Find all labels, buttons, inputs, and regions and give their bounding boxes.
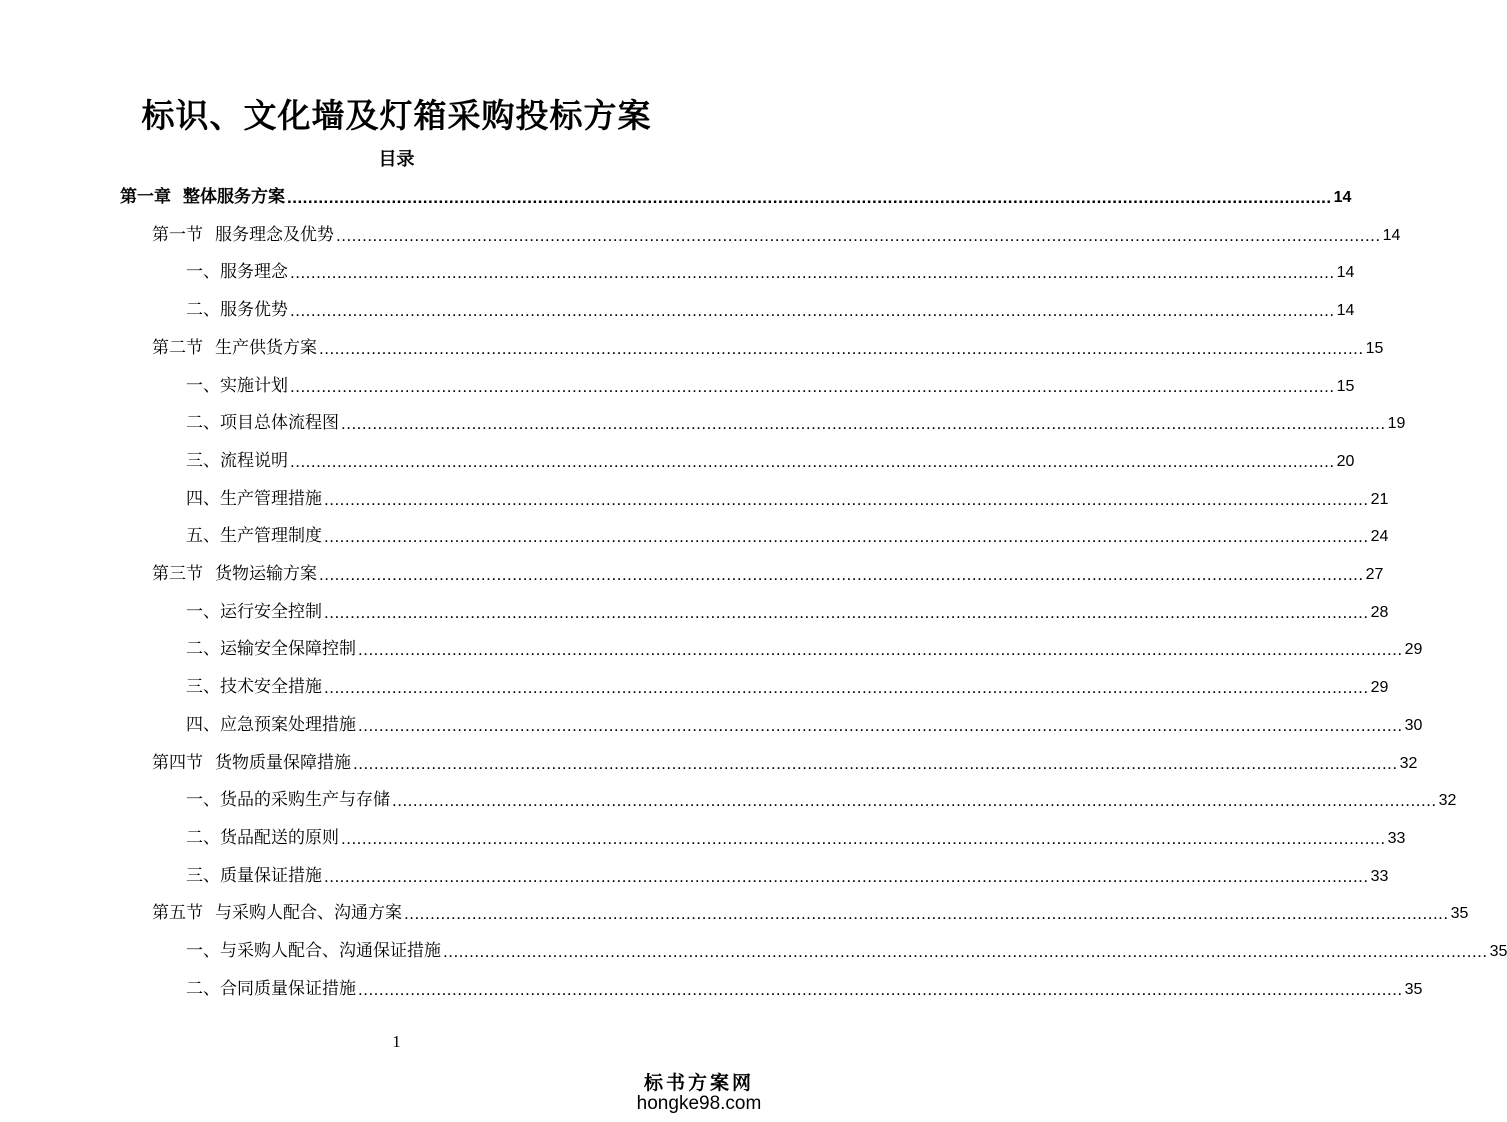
toc-entry-text: 一、与采购人配合、沟通保证措施 [186, 941, 441, 961]
toc-entry-text: 二、合同质量保证措施 [186, 978, 356, 999]
toc-entry[interactable] [186, 518, 1389, 555]
toc-entry-number: 第四节 [152, 752, 203, 773]
toc-leader-dots: ........................................................................................................................................................................................................ [358, 715, 1403, 735]
toc-entry-label [186, 782, 390, 819]
toc-entry-label [186, 820, 339, 857]
toc-entry-text: 整体服务方案 [183, 187, 285, 207]
toc-entry-label [186, 669, 322, 706]
toc-leader-dots: ........................................................................................................................................................................................................ [358, 640, 1403, 660]
toc-entry[interactable] [152, 330, 1384, 367]
watermark-name: 标书方案网 [643, 1072, 754, 1094]
toc-entry-text: 三、技术安全措施 [186, 677, 322, 698]
toc-entry-text: 四、生产管理措施 [186, 488, 322, 509]
toc-entry[interactable] [186, 971, 1423, 1008]
toc-entry-page: 20 [1336, 452, 1355, 470]
toc-entry-text: 货物运输方案 [215, 564, 317, 584]
toc-entry-number: 第五节 [152, 903, 203, 924]
toc-entry[interactable] [152, 895, 1469, 932]
toc-entry[interactable] [186, 443, 1355, 480]
watermark-logo [619, 1068, 779, 1115]
toc-entry-text: 生产供货方案 [215, 337, 317, 358]
toc-entry-text: 二、项目总体流程图 [186, 413, 339, 434]
toc-entry-page: 14 [1336, 302, 1355, 320]
toc-leader-dots: ........................................................................................................................................................................................................ [392, 791, 1437, 811]
toc-entry[interactable] [186, 254, 1355, 291]
toc-leader-dots: ........................................................................................................................................................................................................ [404, 904, 1449, 924]
toc-entry[interactable] [186, 707, 1423, 744]
toc-entry-label [120, 179, 285, 216]
toc-entry-text: 二、货品配送的原则 [186, 827, 339, 848]
toc-leader-dots: ........................................................................................................................................................................................................ [287, 188, 1332, 207]
toc-entry[interactable] [186, 782, 1457, 819]
document-title: 标识、文化墙及灯箱采购投标方案 [141, 96, 652, 135]
toc-entry-text: 五、生产管理制度 [186, 526, 322, 547]
toc-leader-dots: ........................................................................................................................................................................................................ [324, 866, 1369, 886]
toc-entry-text: 一、运行安全控制 [186, 601, 322, 622]
toc-entry[interactable] [152, 217, 1401, 254]
toc-entry-number: 第一章 [120, 187, 171, 207]
toc-entry-page: 35 [1404, 980, 1423, 998]
toc-entry-page: 33 [1387, 829, 1406, 847]
toc-entry-label [186, 518, 322, 555]
toc-entry-text: 一、实施计划 [186, 375, 288, 396]
page-number: 1 [392, 1032, 401, 1051]
toc-entry[interactable] [186, 481, 1389, 518]
toc-entry[interactable] [186, 820, 1406, 857]
toc-entry-page: 35 [1450, 905, 1469, 923]
toc-entry-label [186, 368, 288, 405]
toc-entry-page: 15 [1365, 339, 1384, 357]
toc-entry-number: 第二节 [152, 337, 203, 358]
toc-entry-label [186, 443, 288, 480]
toc-entry[interactable] [186, 858, 1389, 895]
toc-entry-page: 21 [1370, 490, 1389, 508]
toc-entry-text: 三、流程说明 [186, 450, 288, 471]
toc-entry-page: 14 [1333, 189, 1352, 206]
toc-entry-text: 一、服务理念 [186, 262, 288, 283]
toc-entry-text: 货物质量保障措施 [215, 752, 351, 773]
toc-entry[interactable] [186, 669, 1389, 706]
toc-entry-page: 29 [1404, 641, 1423, 659]
toc-entry-label [186, 631, 356, 668]
toc-leader-dots: ........................................................................................................................................................................................................ [290, 451, 1335, 471]
watermark-url: hongke98.com [636, 1093, 762, 1114]
toc-entry-label [186, 594, 322, 631]
toc-entry-label [186, 254, 288, 291]
toc-leader-dots: ........................................................................................................................................................................................................ [319, 565, 1364, 584]
toc-leader-dots: ........................................................................................................................................................................................................ [324, 602, 1369, 622]
toc-entry-page: 28 [1370, 603, 1389, 621]
toc-entry-page: 29 [1370, 679, 1389, 697]
toc-entry-text: 四、应急预案处理措施 [186, 714, 356, 735]
toc-entry-label [152, 330, 317, 367]
toc-entry-label [152, 556, 317, 593]
toc-leader-dots: ........................................................................................................................................................................................................ [358, 979, 1403, 999]
toc-entry[interactable] [186, 594, 1389, 631]
toc-entry-page: 32 [1438, 792, 1457, 810]
toc-leader-dots: ........................................................................................................................................................................................................ [341, 414, 1386, 434]
toc-entry-label [186, 405, 339, 442]
toc-entry-label [186, 858, 322, 895]
toc-entry-label [186, 933, 441, 970]
toc-leader-dots: ........................................................................................................................................................................................................ [290, 376, 1335, 396]
toc-leader-dots: ........................................................................................................................................................................................................ [353, 753, 1398, 773]
toc-entry[interactable] [186, 368, 1355, 405]
toc-entry-text: 二、运输安全保障控制 [186, 639, 356, 660]
toc-entry-page: 24 [1370, 528, 1389, 546]
toc-entry-label [186, 292, 288, 329]
toc-entry-label [186, 971, 356, 1008]
toc-entry-page: 32 [1399, 754, 1418, 772]
toc-entry-page: 27 [1365, 566, 1384, 583]
toc-leader-dots: ........................................................................................................................................................................................................ [290, 301, 1335, 321]
toc-entry-label [186, 481, 322, 518]
toc-entry[interactable] [186, 933, 1507, 970]
toc-leader-dots: ........................................................................................................................................................................................................ [324, 678, 1369, 698]
toc-leader-dots: ........................................................................................................................................................................................................ [290, 263, 1335, 283]
toc-entry[interactable] [152, 745, 1418, 782]
toc-heading: 目录 [378, 149, 415, 170]
toc-leader-dots: ........................................................................................................................................................................................................ [336, 225, 1381, 245]
toc-entry-page: 35 [1489, 943, 1507, 960]
toc-entry-text: 二、服务优势 [186, 300, 288, 321]
toc-entry-text: 三、质量保证措施 [186, 865, 322, 886]
toc-entry-number: 第一节 [152, 224, 203, 245]
toc-entry-label [152, 895, 402, 932]
toc-entry-label [152, 745, 351, 782]
toc-entry-page: 14 [1336, 264, 1355, 282]
toc-leader-dots: ........................................................................................................................................................................................................ [319, 338, 1364, 358]
toc-entry-page: 30 [1404, 716, 1423, 734]
toc-entry-text: 服务理念及优势 [215, 224, 334, 245]
toc-entry-text: 一、货品的采购生产与存储 [186, 790, 390, 811]
toc-entry[interactable] [186, 292, 1355, 329]
toc-entry-page: 33 [1370, 867, 1389, 885]
toc-entry[interactable] [152, 556, 1384, 593]
toc-entry-text: 与采购人配合、沟通方案 [215, 903, 402, 924]
toc-entry[interactable] [186, 631, 1423, 668]
toc-entry-page: 19 [1387, 415, 1406, 433]
toc-leader-dots: ........................................................................................................................................................................................................ [341, 828, 1386, 848]
toc-leader-dots: ........................................................................................................................................................................................................ [324, 489, 1369, 509]
toc-leader-dots: ........................................................................................................................................................................................................ [443, 942, 1488, 961]
toc-entry-label [152, 217, 334, 254]
toc-entry-page: 14 [1382, 226, 1401, 244]
toc-entry-label [186, 707, 356, 744]
toc-entry-page: 15 [1336, 377, 1355, 395]
toc-entry-number: 第三节 [152, 564, 203, 584]
toc-leader-dots: ........................................................................................................................................................................................................ [324, 527, 1369, 547]
toc-entry[interactable] [186, 405, 1406, 442]
toc-entry[interactable] [120, 179, 1352, 216]
